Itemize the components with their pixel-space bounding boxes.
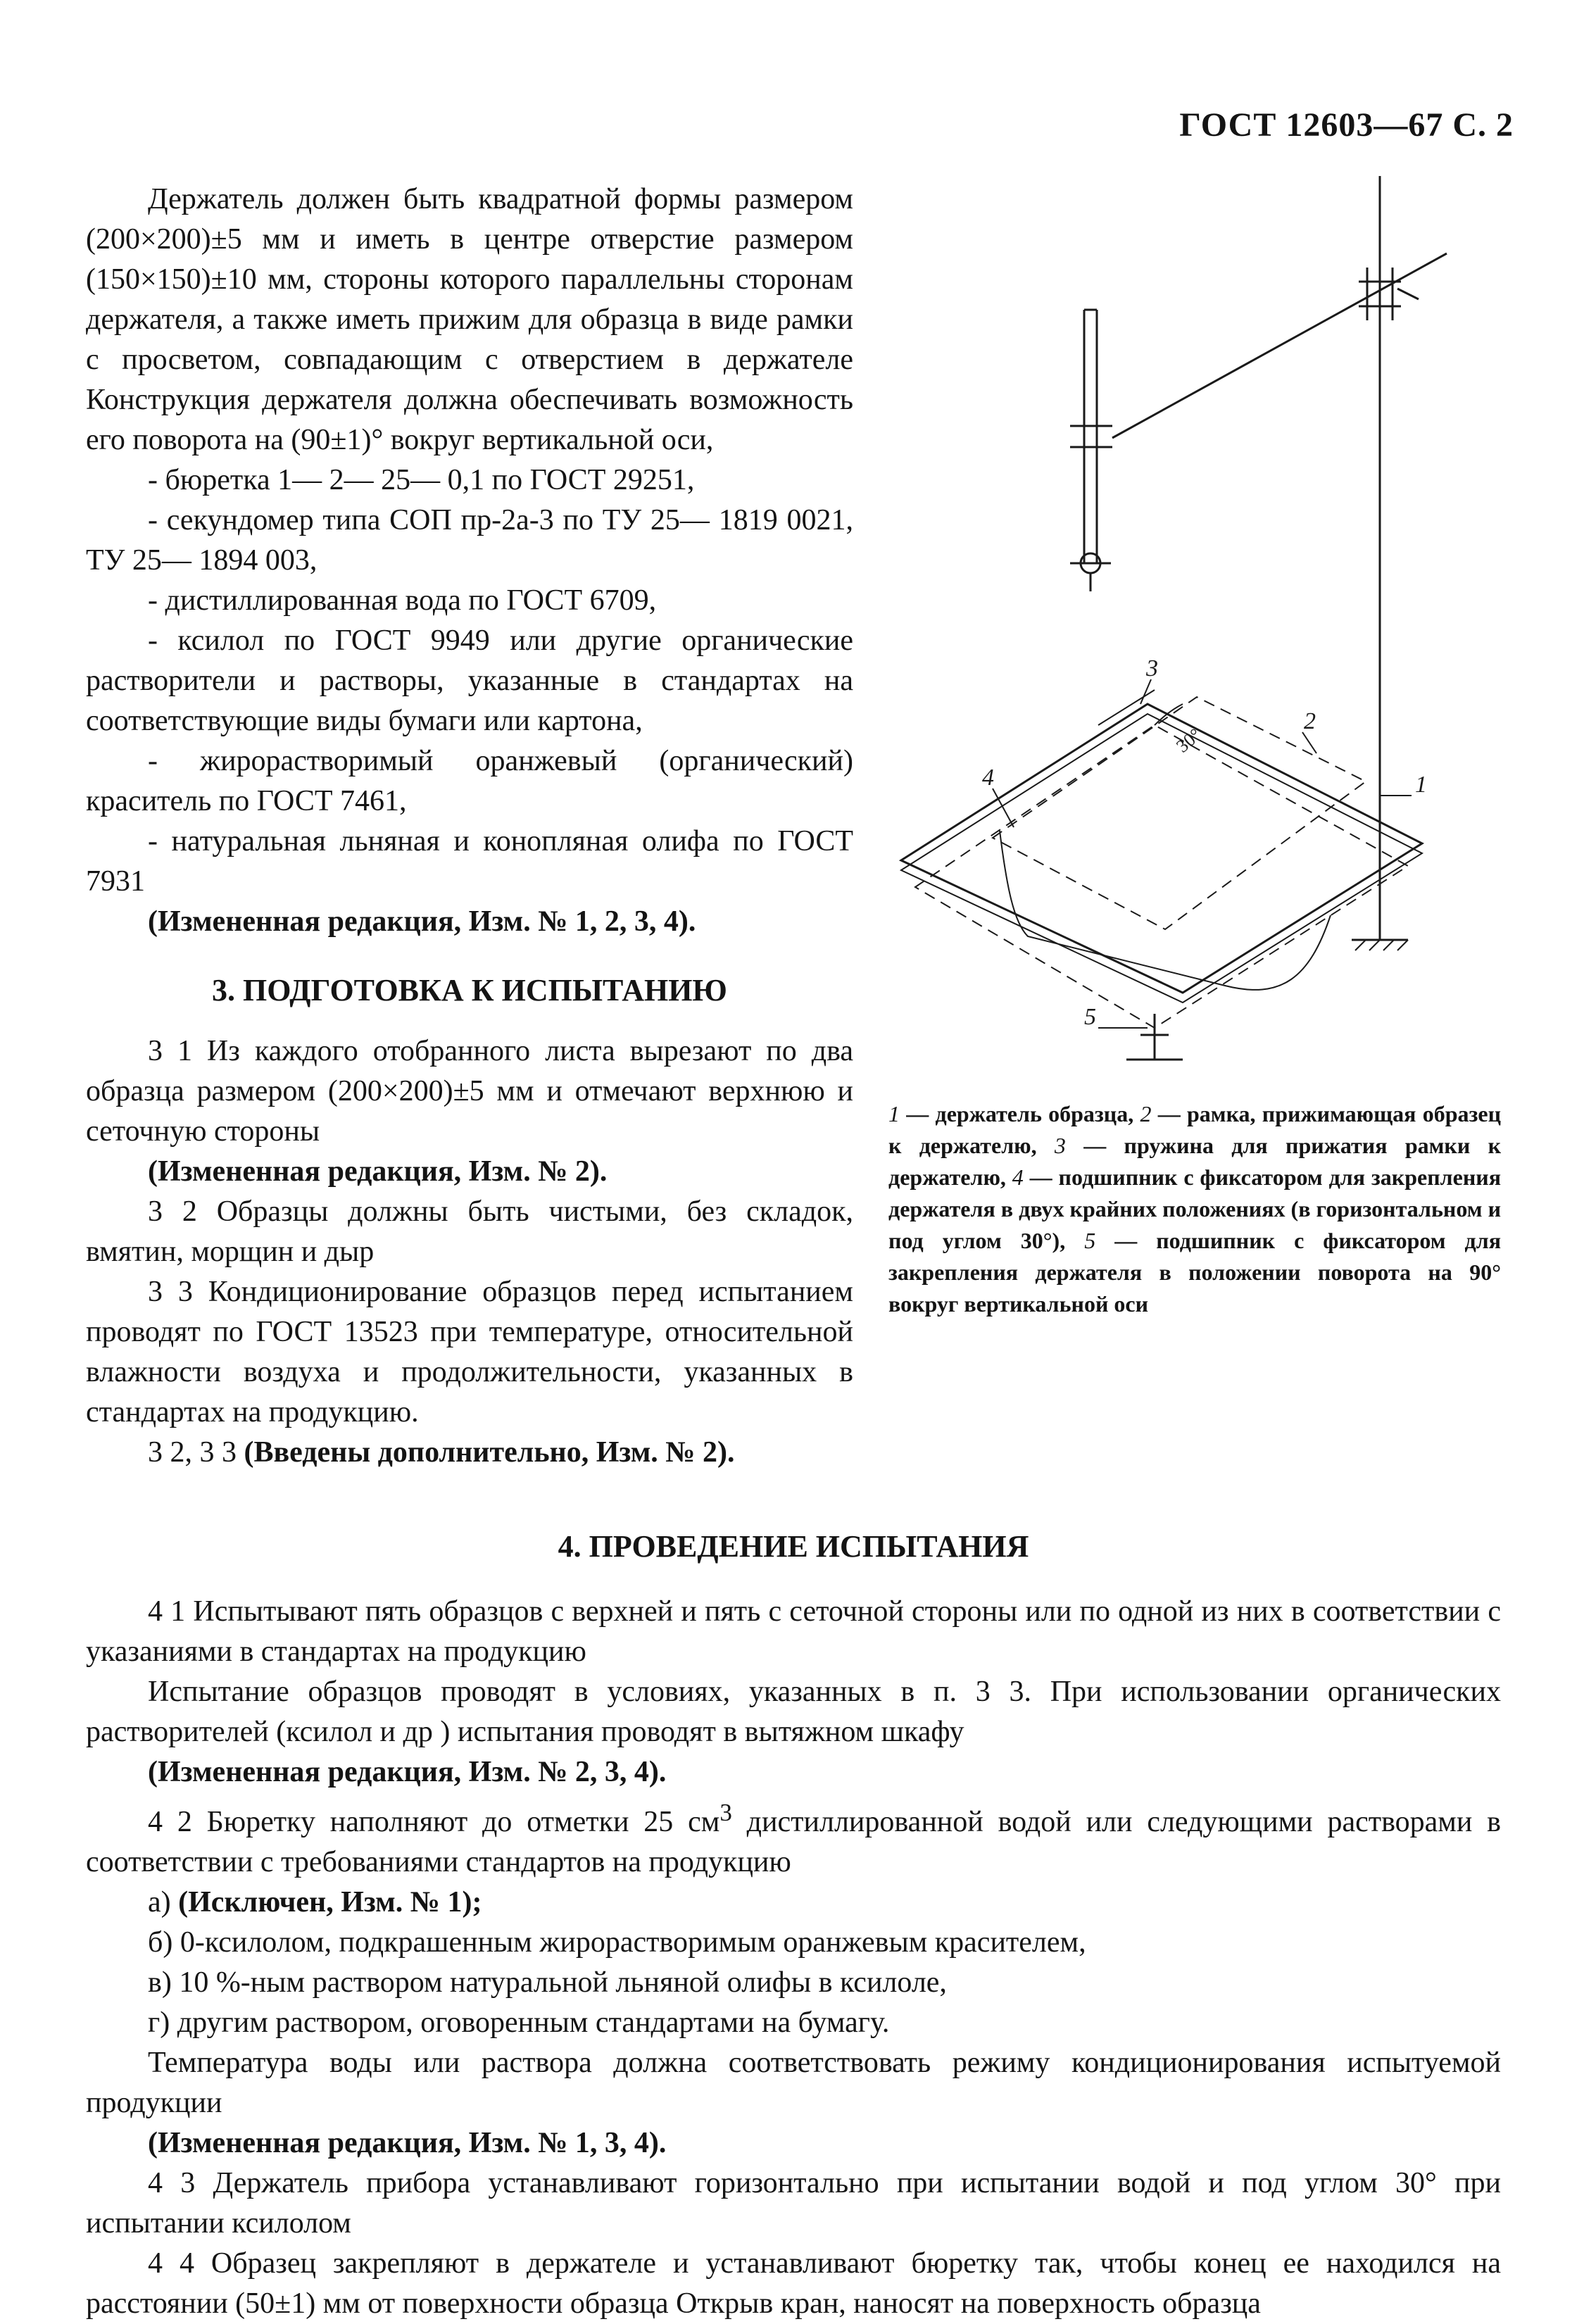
amendment-note: (Измененная редакция, Изм. № 1, 3, 4). <box>148 2127 667 2159</box>
left-column <box>86 180 853 1473</box>
caption-text-4: — подшипник с фиксатором для закрепления держателя в двух крайних положениях (в горизонтальном и под углом 30°), <box>888 1164 1502 1253</box>
figure-label-5: 5 <box>1084 1004 1096 1030</box>
item-dye: - жирорастворимый оранжевый (органический) краситель по ГОСТ 7461, <box>86 745 853 817</box>
list-item-d: г) другим раствором, оговоренным стандартами на бумагу. <box>148 2006 890 2039</box>
stand-clamp <box>1359 268 1419 320</box>
list-item-c: в) 10 %-ным раствором натуральной льняной олифы в ксилоле, <box>148 1966 947 1999</box>
para-4-2 <box>86 1792 1501 1883</box>
holder-description: Держатель должен быть квадратной формы размером (200×200)±5 мм и иметь в центре отверстие размером (150×150)±10 мм, стороны которого параллельны сторонам держателя, а также иметь прижим для образца в виде рамки с просветом, совпадающим с отверстием в держателе Конструкция держателя должна обеспечивать возможность его поворота на (90±1)° вокруг вертикальной оси, <box>86 183 853 456</box>
figure-label-4: 4 <box>982 765 994 791</box>
para-numbers: 3 2, 3 3 <box>148 1436 237 1469</box>
para-temperature: Температура воды или раствора должна соответствовать режиму кондиционирования испытуемой продукции <box>86 2047 1501 2119</box>
item-xylene: - ксилол по ГОСТ 9949 или другие органические растворители и растворы, указанные в стандартах на соответствующие виды бумаги или картона, <box>86 624 853 737</box>
added-note: (Введены дополнительно, Изм. № 2). <box>244 1436 735 1469</box>
amendment-note: (Измененная редакция, Изм. № 2). <box>148 1155 608 1188</box>
burette-arm <box>1112 253 1447 438</box>
caption-num-2: 2 <box>1140 1101 1152 1126</box>
para-3-2-3-3-note <box>86 1433 853 1473</box>
angle-label: 30° <box>1172 724 1205 757</box>
page-header: ГОСТ 12603—67 С. 2 <box>1179 106 1514 144</box>
section-3-title: 3. ПОДГОТОВКА К ИСПЫТАНИЮ <box>212 973 727 1007</box>
figure-label-3: 3 <box>1146 655 1158 682</box>
stand-hatch <box>1355 940 1408 950</box>
item-burette: - бюретка 1— 2— 25— 0,1 по ГОСТ 29251, <box>148 464 695 496</box>
caption-text-1: — держатель образца, <box>900 1101 1140 1126</box>
bottom-bearing <box>1126 1014 1183 1060</box>
para-4-2-end: дистиллированной водой или следующими растворами в соответствии с требованиями стандартов на продукцию <box>86 1806 1501 1878</box>
para-4-4: 4 4 Образец закрепляют в держателе и устанавливают бюретку так, чтобы конец ее находился на расстоянии (50±1) мм от поверхности образца Открыв кран, наносят на поверхность образца <box>86 2247 1501 2320</box>
spring <box>1000 831 1331 990</box>
para-3-3: 3 3 Кондиционирование образцов перед испытанием проводят по ГОСТ 13523 при температуре, относительной влажности воздуха и продолжительности, указанных в стандартах на продукцию. <box>86 1276 853 1428</box>
specimen-holder <box>901 704 1422 993</box>
para-4-1-b: Испытание образцов проводят в условиях, указанных в п. 3 3. При использовании органических растворителей (ксилол и др ) испытания проводят в вытяжном шкафу <box>86 1676 1501 1748</box>
burette <box>1070 310 1112 591</box>
caption-text-2: — рамка, прижимающая образец к держателю, <box>888 1101 1501 1158</box>
list-item-b: б) 0-ксилолом, подкрашенным жирорастворимым оранжевым красителем, <box>148 1926 1086 1959</box>
section-4-title: 4. ПРОВЕДЕНИЕ ИСПЫТАНИЯ <box>558 1529 1029 1564</box>
para-3-2: 3 2 Образцы должны быть чистыми, без складок, вмятин, морщин и дыр <box>86 1195 853 1268</box>
item-water: - дистиллированная вода по ГОСТ 6709, <box>148 584 657 617</box>
caption-num-4: 4 <box>1012 1164 1024 1190</box>
figure-caption <box>888 1098 1501 1320</box>
holder-edge <box>901 714 1422 1003</box>
superscript: 3 <box>719 1799 732 1826</box>
section-4 <box>86 1526 1501 2324</box>
figure-label-1: 1 <box>1415 772 1427 798</box>
para-4-3: 4 3 Держатель прибора устанавливают горизонтально при испытании водой и под углом 30° при испытании ксилолом <box>86 2167 1501 2240</box>
amendment-note: (Измененная редакция, Изм. № 2, 3, 4). <box>148 1756 667 1788</box>
apparatus-figure <box>887 169 1507 1070</box>
item-olifa: - натуральная льняная и конопляная олифа по ГОСТ 7931 <box>86 825 853 898</box>
list-letter: а) <box>148 1886 179 1918</box>
item-stopwatch: - секундомер типа СОП пр-2а-3 по ТУ 25— 1819 0021, ТУ 25— 1894 003, <box>86 504 853 577</box>
amendment-note: (Измененная редакция, Изм. № 1, 2, 3, 4). <box>148 905 696 938</box>
caption-text-3: — пружина для прижатия рамки к держателю, <box>888 1133 1502 1190</box>
caption-num-5: 5 <box>1084 1228 1096 1253</box>
para-3-1: 3 1 Из каждого отобранного листа вырезают по два образца размером (200×200)±5 мм и отмечают верхнюю и сеточную стороны <box>86 1035 853 1148</box>
caption-num-3: 3 <box>1054 1133 1066 1158</box>
caption-text-5: — подшипник с фиксатором для закрепления держателя в положении поворота на 90° вокруг вертикальной оси <box>888 1228 1502 1317</box>
para-4-2-start: 4 2 Бюретку наполняют до отметки 25 см <box>148 1806 720 1838</box>
excluded-note: (Исключен, Изм. № 1); <box>178 1886 482 1918</box>
caption-num-1: 1 <box>888 1101 900 1126</box>
angle-line <box>1098 690 1155 725</box>
list-item-a <box>86 1883 1501 1923</box>
para-4-1: 4 1 Испытывают пять образцов с верхней и пять с сеточной стороны или по одной из них в соответствии с указаниями в стандартах на продукцию <box>86 1595 1501 1668</box>
figure-label-2: 2 <box>1304 708 1316 734</box>
